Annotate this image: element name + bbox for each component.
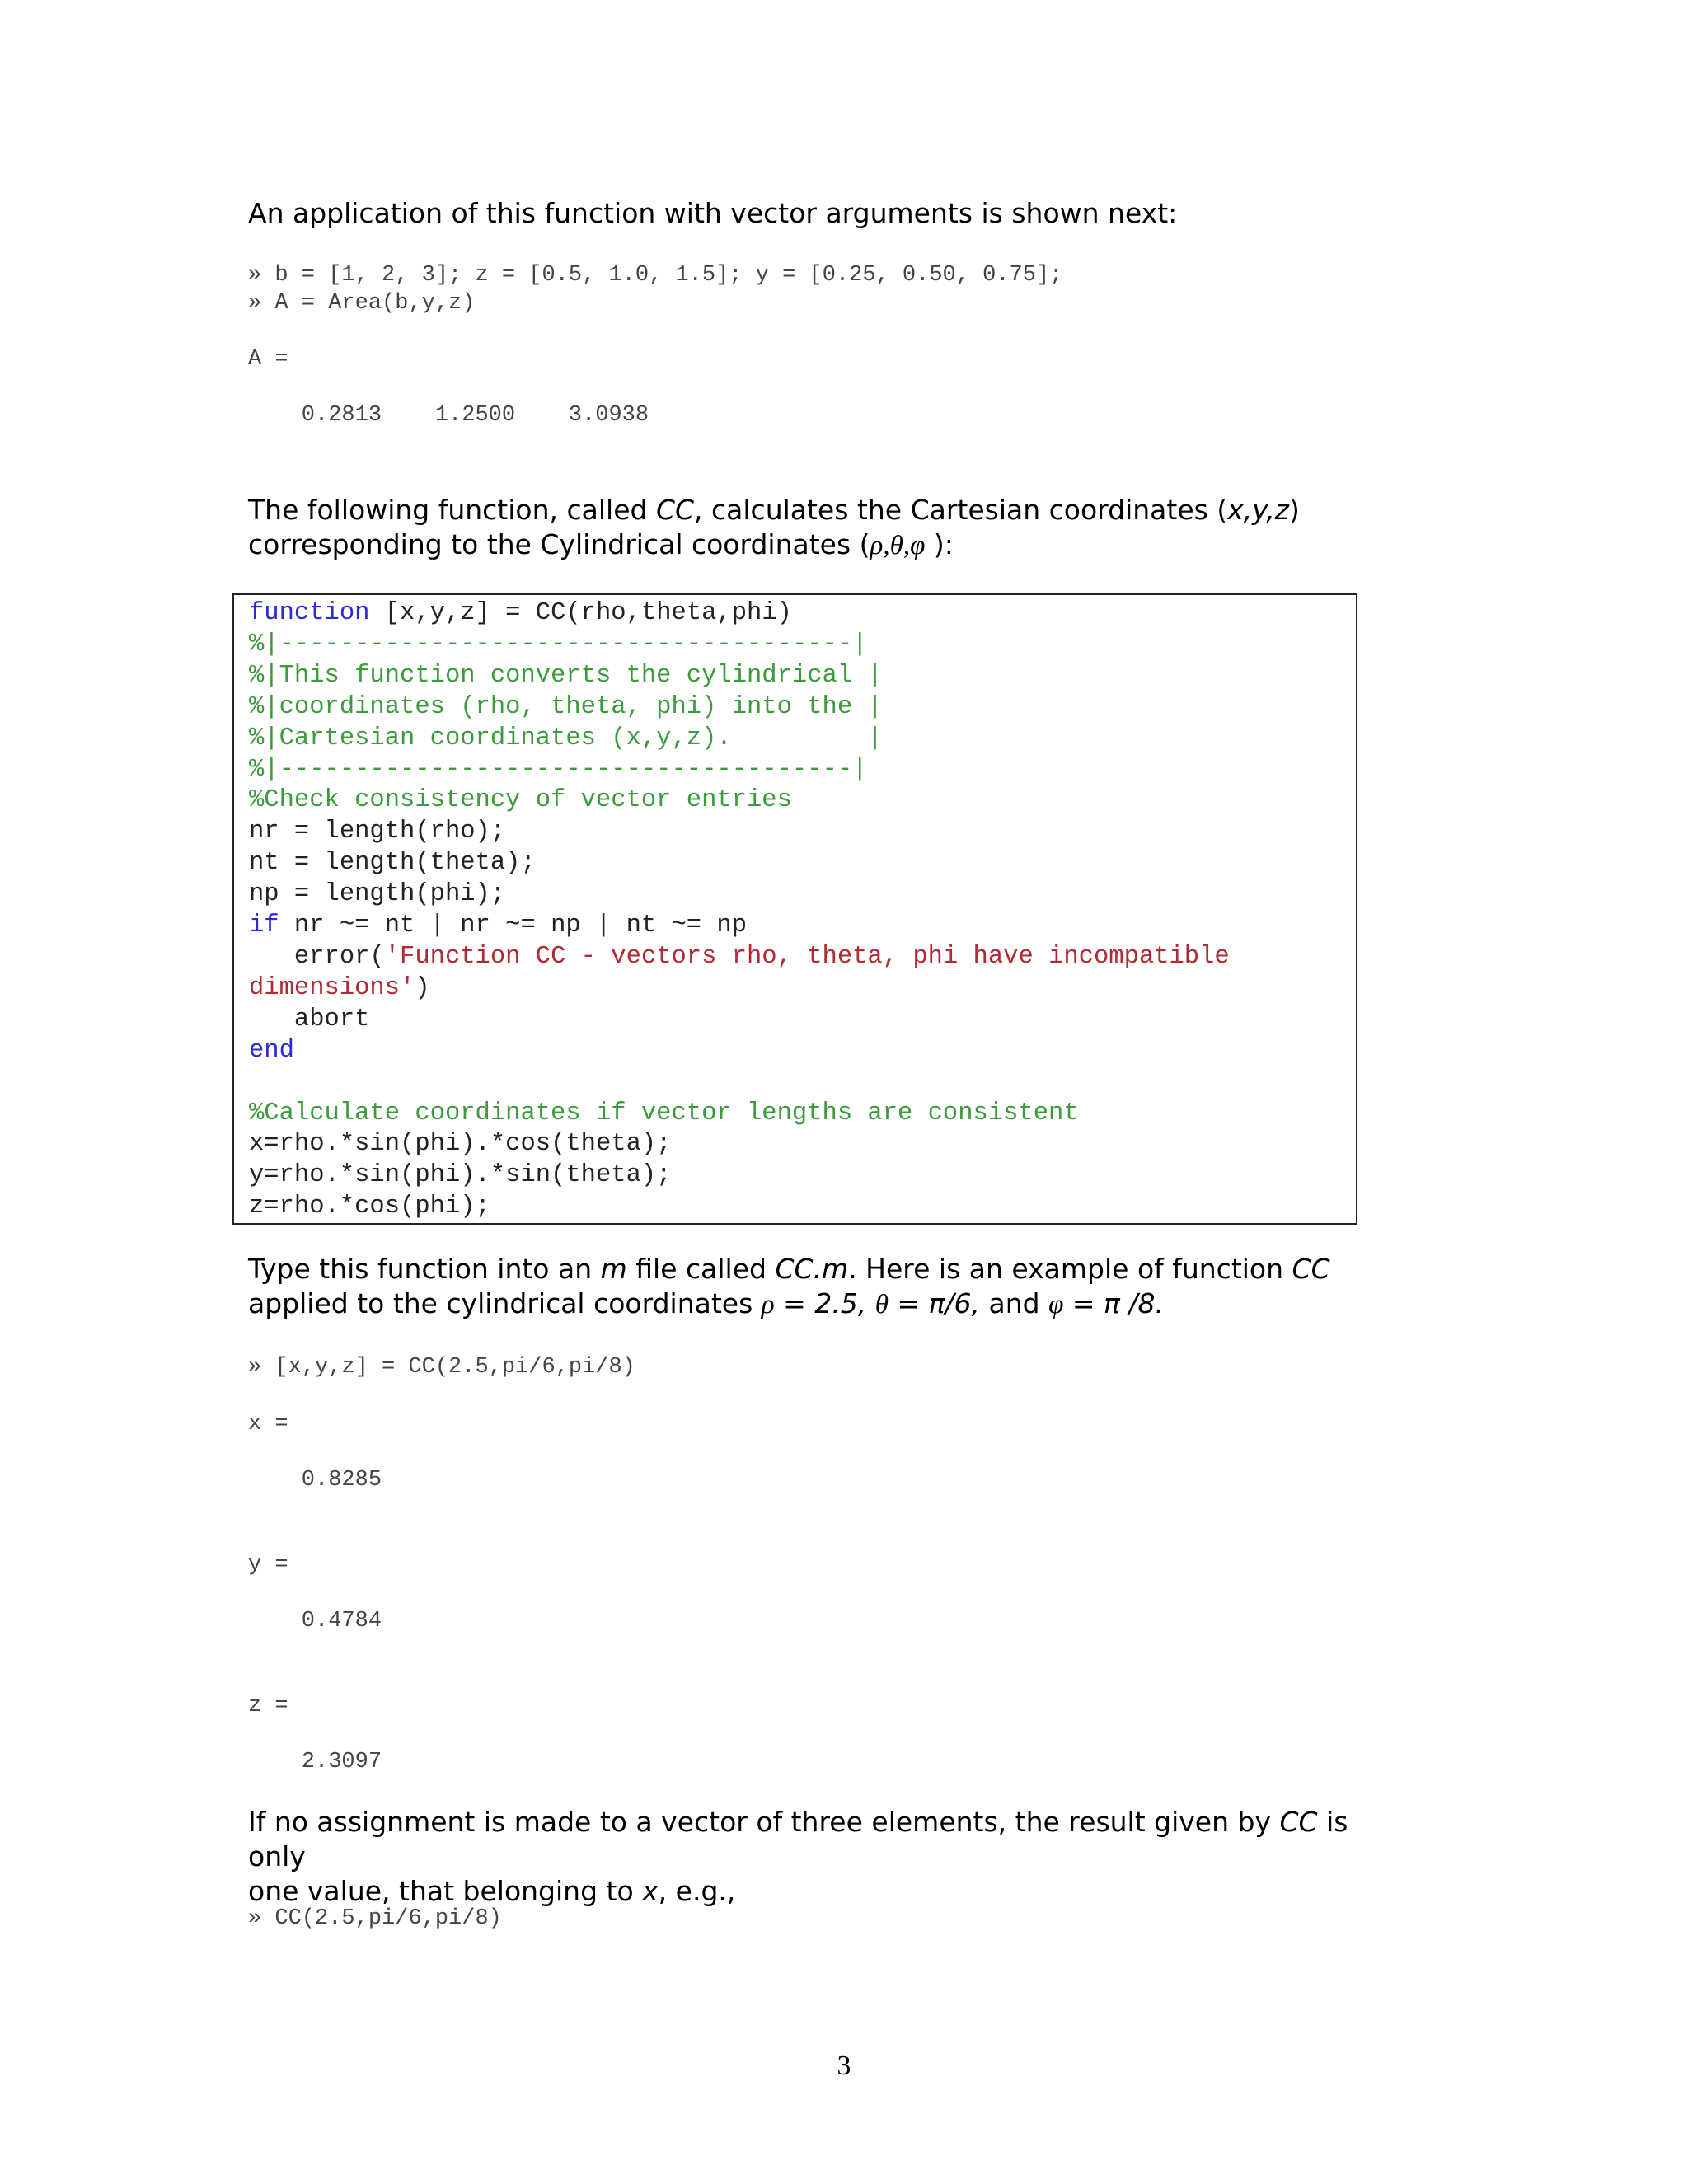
code-comment: %|This function converts the cylindrical | [249, 661, 883, 690]
code-line: z=rho.*cos(phi); [249, 1193, 490, 1221]
code-line: abort [249, 1005, 370, 1033]
code-line: nt = length(theta); [249, 849, 536, 878]
cc-description-paragraph: The following function, called CC, calculates the Cartesian coordinates (x,y,z) corresponding to the Cylindrical coordinates (ρ,θ,φ ): [248, 494, 1300, 560]
console-y-label: y = [248, 1553, 288, 1577]
no-assignment-paragraph: If no assignment is made to a vector of three elements, the result given by CC is only one value, that belonging to x, e.g., [248, 1806, 1348, 1907]
code-line: y=rho.*sin(phi).*sin(theta); [249, 1161, 672, 1190]
console-line: 0.2813 1.2500 3.0938 [248, 403, 649, 428]
keyword-function: function [249, 599, 370, 627]
keyword-end: end [249, 1036, 294, 1065]
code-comment: %|--------------------------------------| [249, 630, 868, 658]
keyword-if: if [249, 912, 279, 940]
code-comment: %|--------------------------------------| [249, 755, 868, 784]
code-comment: %|coordinates (rho, theta, phi) into the | [249, 692, 883, 721]
console-line: » b = [1, 2, 3]; z = [0.5, 1.0, 1.5]; y = [0.25, 0.50, 0.75]; [248, 263, 1063, 288]
console-x-label: x = [248, 1412, 288, 1436]
console-x-value: 0.8285 [248, 1468, 382, 1493]
code-comment: %Calculate coordinates if vector lengths are consistent [249, 1099, 1079, 1127]
code-line: x=rho.*sin(phi).*cos(theta); [249, 1130, 672, 1159]
console-z-value: 2.3097 [248, 1750, 382, 1774]
console-cc-call: » [x,y,z] = CC(2.5,pi/6,pi/8) [248, 1355, 635, 1380]
intro-paragraph: An application of this function with vector arguments is shown next: [248, 197, 1178, 229]
console-cc-call-unassigned: » CC(2.5,pi/6,pi/8) [248, 1906, 502, 1931]
code-line: nr = length(rho); [249, 818, 506, 846]
error-string-cont: dimensions' [249, 973, 415, 1002]
console-line: A = [248, 347, 288, 372]
cc-function-code: function [x,y,z] = CC(rho,theta,phi) %|--------------------------------------| %|This function converts the cylindrical | %|coordinates (rho, theta, phi) into the | %|Cartesian coordinates (x,y,z). | %|--------------------------------------| %Check consistency of vector entries nr = length(rho); nt = length(theta); np = length(phi); if nr ~= nt | nr ~= np | nt ~= np error('Function CC - vectors rho, theta, phi have incompatible dimensions') abort end %Calculate coordinates if vector lengths are consistent x=rho.*sin(phi).*cos(theta); y=rho.*sin(phi).*sin(theta); z=rho.*cos(phi); [249, 599, 1230, 1221]
console-line: » A = Area(b,y,z) [248, 291, 476, 316]
page-number: 3 [837, 2050, 851, 2081]
console-y-value: 0.4784 [248, 1609, 382, 1633]
code-comment: %|Cartesian coordinates (x,y,z). | [249, 724, 883, 752]
error-string: 'Function CC - vectors rho, theta, phi have incompatible [384, 942, 1230, 971]
console-example-area [248, 261, 1062, 429]
code-comment: %Check consistency of vector entries [249, 786, 792, 815]
console-z-label: z = [248, 1694, 288, 1718]
code-line: np = length(phi); [249, 880, 506, 909]
usage-paragraph: Type this function into an m file called CC.m. Here is an example of function CC applied to the cylindrical coordinates ρ = 2.5, θ = π/6, and φ = π /8. [248, 1253, 1330, 1319]
code-listing-box [232, 593, 1357, 1225]
